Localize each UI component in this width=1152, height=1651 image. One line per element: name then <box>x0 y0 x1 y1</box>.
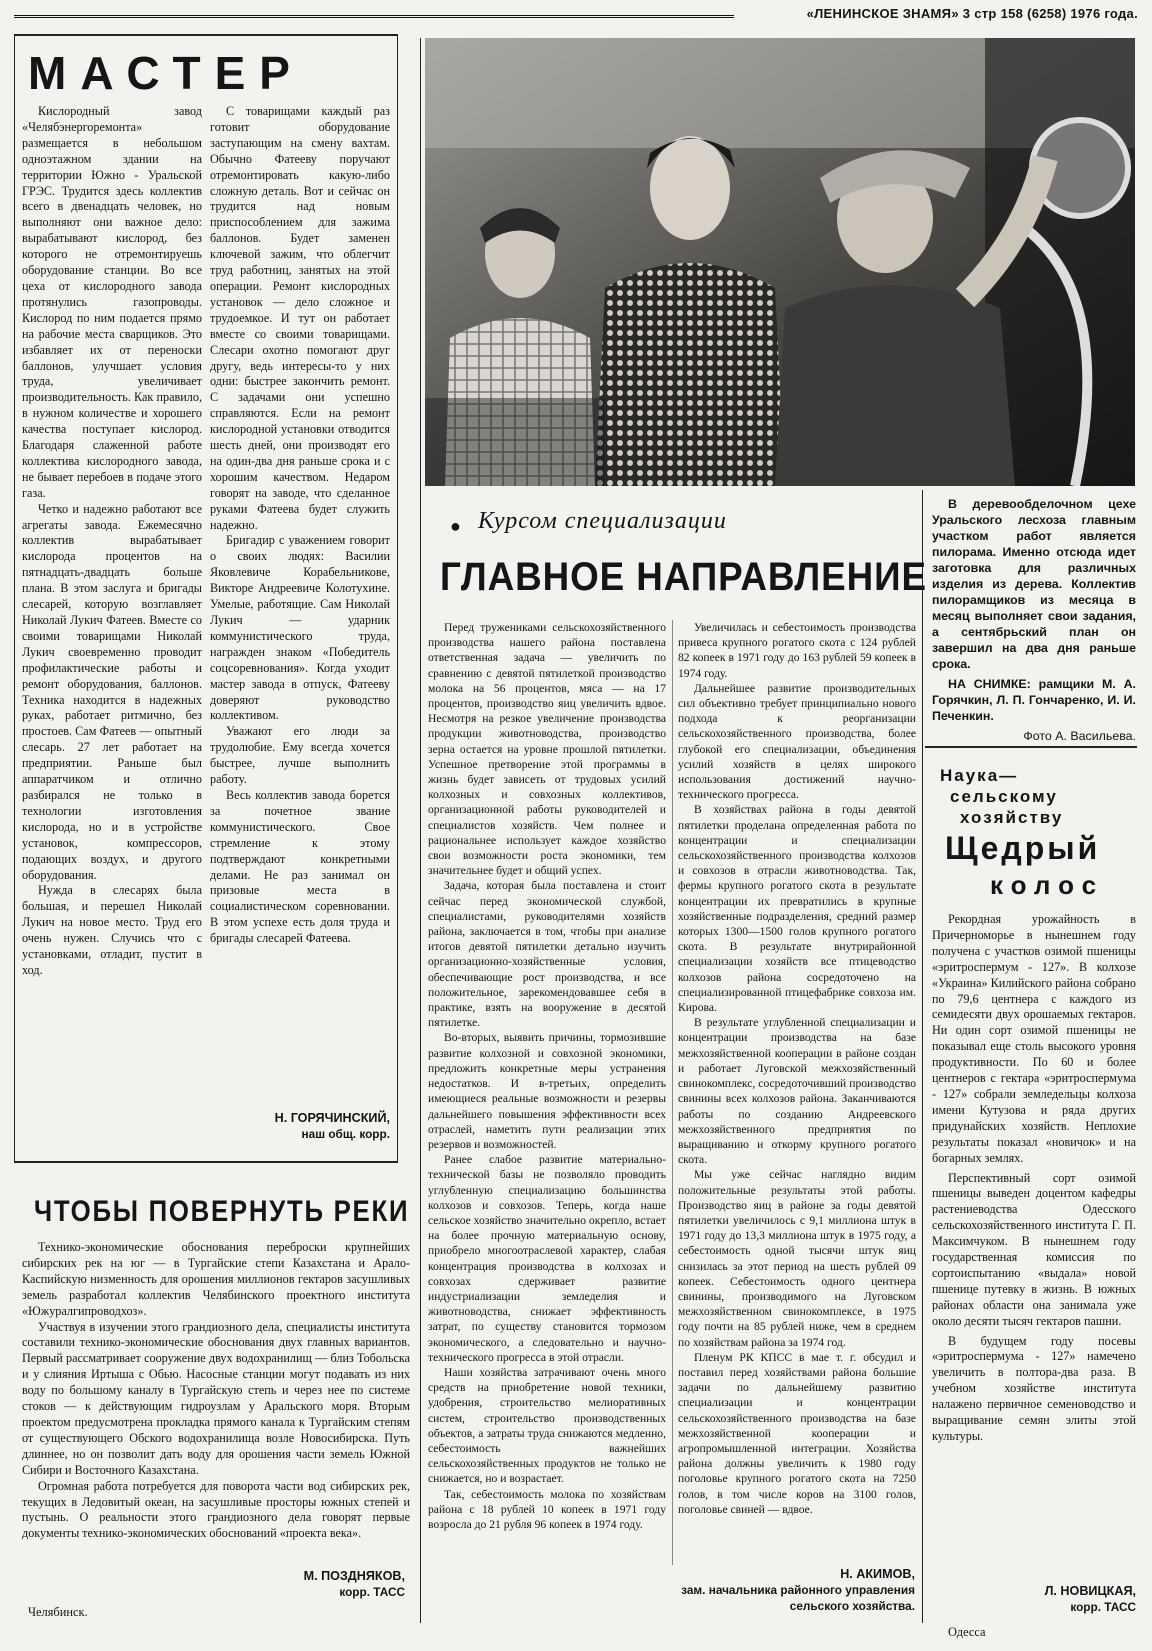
paragraph: Рекордная урожайность в Причерноморье в нынешнем году получена с участков озимой пшеницы «эритроспермум - 127». В колхозе «Украина» Килийского района собрано по 79,6 центнера с каждого из семидесяти двух орошаемых гектаров. Ни один сорт озимой пшеницы не показывал еще столь высокого уровня продуктивности. По 60 и более центнеров с гектара «эритроспермума - 127» собрали земледельцы колхоза имени Кутузова и ряда других придунайских хозяйств. Неплохие результаты показал «новичок» и на богарных землях. <box>932 912 1137 1165</box>
paragraph: Мы уже сейчас наглядно видим положительные результаты этой работы. Производство яиц в районе за годы девятой пятилетки увеличилось с 9,1 миллиона штук в 1971 году до 13,3 миллиона штук в 1975 году, а себестоимость одной тысячи штук яиц снизилась за этот период на шесть рублей 09 копеек. Себестоимость одного центнера свинины, производимого на Луговском межхозяйственном свинокомплексе, в 1975 году почти на 85 рублей ниже, чем в среднем по хозяйствам района за 1974 год. <box>678 1168 916 1349</box>
paragraph: Участвуя в изучении этого грандиозного дела, специалисты института составили технико-экономические обоснования двух главных вариантов. Первый рассматривает сооружение двух водохранилищ — близ Тобольска и у слияния Иртыша с Обью. Насосные станции могут подавать из них воду по большому каналу в Тургайскую степь и через нее по системе стоков — к действующим гидроузлам у Аральского моря. Вторым проектом предусмотрена прокладка прямого канала к Тургайским степям от существующего Обского водохранилища возле Новосибирска. Путь длиннее, но он позволит дать воду для орошения части земель Южной Сибири и Восточного Казахстана. <box>22 1319 410 1477</box>
paragraph: Технико-экономические обоснования переброски крупнейших сибирских рек на юг — в Тургайские степи Казахстана и Арало-Каспийскую низменность для орошения миллионов гектаров засушливых земель разработал коллектив Челябинского проектного института «Южуралгипроводхоз». <box>22 1240 410 1318</box>
paragraph: Четко и надежно работают все агрегаты завода. Ежемесячно коллектив вырабатывает кислорода процентов на пятнадцать-двадцать больше плана. В этом заслуга и бригады слесарей, которую возглавляет Николай Лукич Фатеев. Вместе со своими товарищами Николай Лукич своевременно проводит профилактические работы и ремонт оборудования, баллонов. Техника находится в надежных руках, работает ритмично, без простоев. Сам Фатеев — опытный слесарь. 27 лет работает на предприятии. Раньше был аппаратчиком и отлично разбирался не только в технологии изготовления кислорода, но и в устройстве установок, компрессоров, подающих воздух, и другого оборудования. <box>22 501 202 882</box>
paragraph: Перспективный сорт озимой пшеницы выведен доцентом кафедры растениеводства Одесского сельскохозяйственного института Г. П. Максимчуком. В нынешнем году государственная комиссия по сортоиспытанию «выдала» новой пшенице путевку в жизнь. В южных районах области она занимала уже около десяти тысяч гектаров пашни. <box>932 1170 1136 1328</box>
column-rule <box>420 38 421 1623</box>
author-role: корр. ТАСС <box>339 1585 405 1599</box>
master-byline <box>210 1110 390 1142</box>
paragraph: Ранее слабое развитие материально-технической базы не позволяло проводить углубленную специализацию большинства колхозов и совхозов. Теперь, когда наше сельское хозяйство значительно окрепло, встает на более прочную материальную основу, приобрело многоотраслевой характер, слабая концентрация производства в колхозах и совхозах сдерживает развитие индустриализации земледелия и животноводства, снижает эффективность затрат, по существу становится тормозом экономического, а следовательно и научно-технического прогресса в этой отрасли. <box>428 1153 667 1364</box>
paragraph: В результате углубленной специализации и концентрации производства на базе межхозяйственной кооперации в районе создан и работает Луговской межхозяйственный свинокомплекс, сосредоточивший производство свинины всех колхозов района. Заканчиваются работы по созданию Андреевского межхозяйственного предприятия по выращиванию и откорму крупного рогатого скота. <box>678 1016 916 1167</box>
paragraph: Увеличилась и себестоимость производства привеса крупного рогатого скота с 124 рублей 82 копеек в 1971 году до 163 рублей 59 копеек в 1974 году. <box>678 621 916 680</box>
paragraph: Кислородный завод «Челябэнергоремонта» размещается в небольшом одноэтажном здании на территории Южно - Уральской ГРЭС. Трудится здесь коллектив всего в двенадцать человек, но выполняют они важное дело: вырабатывают кислород, без которого не отремонтируешь оборудование станции. Во все цеха от кислородного завода протянулись газопроводы. Кислород по ним подается прямо на рабочие места сварщиков. Это избавляет их от переноски баллонов, улучшает условия труда, увеличивает производительность. Как правило, в нужном количестве и хорошего качества поступает кислород. Благодаря слаженной работе коллектива кислородного завода, не бывает перебоев в подаче этого газа. <box>22 104 202 500</box>
paragraph: Огромная работа потребуется для поворота части вод сибирских рек, текущих в Ледовитый океан, на засушливые просторы южных степей и пустынь. О реальности этого грандиозного дела говорят первые документы технико-экономических обоснований «проекта века». <box>22 1478 410 1541</box>
on-photo-text: НА СНИМКЕ: рамщики М. А. Горячкин, Л. П. Гончаренко, И. И. Печенкин. <box>932 677 1136 723</box>
author-role: наш общ. корр. <box>301 1127 390 1141</box>
rubric-line: сельскому <box>950 787 1058 806</box>
rivers-byline <box>150 1568 405 1600</box>
author-name: Н. ГОРЯЧИНСКИЙ, <box>274 1111 390 1125</box>
header-rule <box>14 15 734 18</box>
paragraph: Бригадир с уважением говорит о своих людях: Василии Яковлевиче Корабельникове, Викторе Андреевиче Колотухине. Умелые, работящие. Сам Николай Лукич — ударник коммунистического труда, награжден знаком «Победитель соцсоревнования». Когда уходит мастер заводa в отпуск, Фатееву доверяют руководство коллективом. <box>210 533 390 723</box>
dateline: Челябинск. <box>28 1605 88 1619</box>
paragraph: Весь коллектив завода борется за почетное звание коммунистического. Свое стремление к этому подтверждают конкретными делами. Не раз занимал он призовые места в социалистическом соревновании. В этом успехе есть доля труда и бригады слесарей Фатеева. <box>210 787 390 946</box>
article-title-kolos-1: Щедрый <box>945 830 1101 866</box>
paragraph: Задача, которая была поставлена и стоит сейчас перед экономической службой, специалистами, руководителями хозяйств района, заключается в том, чтобы при анализе итогов девятой пятилетки детально изучить организационно-хозяйственные условия, обеспечивающие рост производства, и все положительное, зарекомендовавшее себя в практике, взять на вооружение в десятой пятилетке. <box>428 879 666 1030</box>
paragraph: В хозяйствах района в годы девятой пятилетки проделана определенная работа по концентрации и специализации сельскохозяйственного производства колхозов и совхозов в отрасли животноводства. Так, фермы крупного рогатого скота в результате концентрации их превратились в крупные хозяйственные подразделения, средний размер которых 1300—1500 голов крупного рогатого скота. В результате внутрирайонной специализации хозяйств все птицеводство колхозов района сосредоточено на специализированной птицефабрике совхоза им. Кирова. <box>678 803 916 1015</box>
dateline: Одесса <box>948 1625 986 1639</box>
article-title-master: МАСТЕР <box>28 47 304 99</box>
box-bottom-rule <box>14 1161 398 1163</box>
author-name: Л. НОВИЦКАЯ, <box>1044 1584 1136 1598</box>
rubric-line: Наука— <box>940 766 1019 785</box>
master-column-2 <box>210 104 390 947</box>
column-rule <box>397 34 398 1162</box>
photo-credit: Фото А. Васильева. <box>1023 729 1136 743</box>
author-name: М. ПОЗДНЯКОВ, <box>303 1569 405 1583</box>
paragraph: Во-вторых, выявить причины, тормозившие развитие колхозной и совхозной экономики, предложить конкретные меры устранения недостатков. И в-третьих, определить имеющиеся реальные возможности и резервы дальнейшего повышения эффективности всех отраслей, наметить пути реализации этих резервов и возможностей. <box>428 1031 666 1151</box>
bullet-icon: ● <box>450 516 461 536</box>
box-top-rule <box>14 34 398 36</box>
paragraph: С товарищами каждый раз готовит оборудование заступающим на смену вахтам. Обычно Фатееву поручают отремонтировать какую-либо сложную деталь. Вот и сейчас он трудится над новым приспособлением для зажима баллонов. Будет заменен ключевой зажим, что облегчит труд работниц, занятых на этой операции. Ремонт кислородных установок — дело сложное и трудоемкое. И тут он работает вместе со своими товарищами. Слесари охотно помогают друг другу, ведь интересы-то у них одни: быстрее закончить ремонт. С задачами они успешно справляются. Если на ремонт кислородной установки отводится шесть дней, они производят его на один-два дня раньше срока и с хорошим качеством. Недаром говорят на заводе, что сделанное руками Фатеева будет служить надежно. <box>210 104 390 532</box>
column-rule <box>14 34 15 1162</box>
paragraph: Пленум РК КПСС в мае т. г. обсудил и поставил перед хозяйствами района большие задачи по дальнейшему развитию специализации и концентрации сельскохозяйственного производства на базе межхозяйственной кооперации и агропромышленной интеграции. Хозяйства района должны увеличить к 1980 году поголовье крупного рогатого скота на 7250 голов, в том числе коров на 3100 голов, поголовье свиней — вдвое. <box>678 1350 916 1516</box>
rubric-kicker: Курсом специализации <box>478 508 727 534</box>
paragraph: Нужда в слесарях была большая, и перешел Николай Лукич на новое место. Труд его очень нужен. Случись что с установками, отладит, пустит в ход. <box>22 883 202 977</box>
paragraph: Наши хозяйства затрачивают очень много средств на приобретение новой техники, удобрения, строительство мелиоративных систем, строительство производственных объектов, а затраты труда снижаются медленно, себестоимость важнейших сельскохозяйственных продуктов не только не снижается, но и возрастает. <box>428 1365 666 1486</box>
kolos-byline <box>932 1583 1136 1615</box>
photo-caption <box>932 496 1136 744</box>
master-column-1 <box>22 104 202 979</box>
rubric-line: хозяйству <box>960 808 1064 827</box>
rivers-body <box>22 1240 410 1542</box>
paragraph: В будущем году посевы «эритроспермума - 127» намечено увеличить в полтора-два раза. В учебном хозяйстве института налажено первичное семеноводство и выращивание семян элиты этой культуры. <box>932 1333 1136 1443</box>
specialization-byline <box>675 1566 915 1614</box>
paragraph: Уважают его люди за трудолюбие. Ему всегда хочется быстрее, лучше выполнить работу. <box>210 724 390 787</box>
section-rule <box>925 746 1137 748</box>
news-photo <box>425 38 1135 486</box>
page-header <box>14 6 1138 26</box>
kolos-body <box>932 912 1136 1445</box>
masthead: «ЛЕНИНСКОЕ ЗНАМЯ» 3 стр 158 (6258) 1976 года. <box>806 6 1138 21</box>
author-role: зам. начальника районного управления сельского хозяйства. <box>681 1583 915 1613</box>
caption-text: В деревообделочном цехе Уральского лесхоза главным участком работ является пилорама. Именно отсюда идет заготовка для различных изделия из дерева. Коллектив пилорамщиков из месяца в месяц выполняет свои задания, а сентябрьский план он завершил на два дня раньше срока. <box>932 497 1136 671</box>
author-name: Н. АКИМОВ, <box>840 1567 915 1581</box>
article-title-main: ГЛАВНОЕ НАПРАВЛЕНИЕ <box>440 555 927 599</box>
author-role: корр. ТАСС <box>1070 1600 1136 1614</box>
column-rule <box>922 490 923 1623</box>
paragraph: Так, себестоимость молока по хозяйствам района с 18 рублей 10 копеек в 1971 году возросла до 21 рубля 96 копеек в 1974 году. <box>428 1487 666 1531</box>
paragraph: Дальнейшее развитие производительных сил объективно требует принципиально нового подхода к реорганизации сельскохозяйственного производства, более глубокой его специализации, объединения усилий хозяйств в целях широкого использования достижений научно-технического прогресса. <box>678 681 916 802</box>
article-title-kolos-2: колос <box>990 870 1105 900</box>
rubric-science <box>940 765 1063 828</box>
photo-image <box>425 38 1135 486</box>
specialization-body <box>428 620 916 1565</box>
article-title-rivers: ЧТОБЫ ПОВЕРНУТЬ РЕКИ <box>34 1195 410 1228</box>
paragraph: Перед тружениками сельскохозяйственного производства нашего района поставлена ответственная задача — увеличить по сравнению с девятой пятилеткой производство молока на 56 процентов, мяса — на 17 процентов, производство яиц увеличить вдвое. Несмотря на резкое увеличение производства продукции животноводства, производство зерна остается на уровне прошлой пятилетки. Успешное претворение этой программы в жизнь будет зависеть от трудовых усилий колхозных и совхозных коллективов, организационной работы руководителей и специалистов хозяйств. Чем полнее и рациональнее использует каждое хозяйство свои возможности роста экономики, тем значительнее будет и общий успех. <box>428 621 666 878</box>
